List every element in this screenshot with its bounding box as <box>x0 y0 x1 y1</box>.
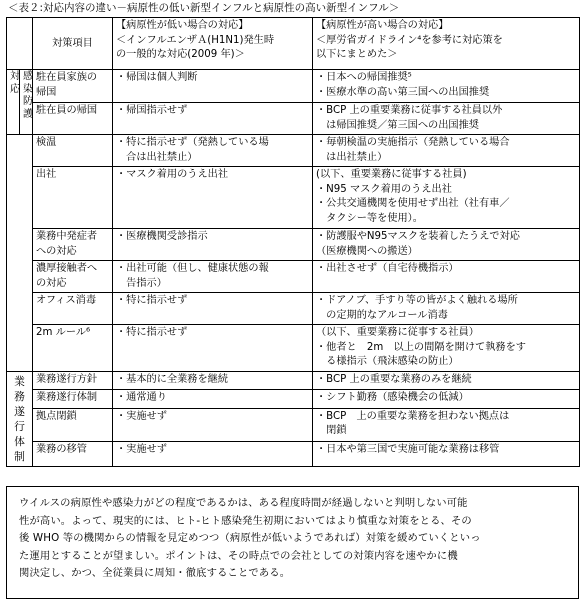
header-high-line: ＜厚労省ガイドライン⁴を参考に対応策を <box>316 34 503 46</box>
table-row <box>7 372 580 390</box>
row-item: 業務の移管 <box>33 441 113 466</box>
header-high-line: 以下にまとめた＞ <box>316 49 398 60</box>
row-low: ・帰国は個人判断 <box>113 70 313 103</box>
note-line: 性が高い。よって、現実的には、ヒト-ヒト感染発生初期においてはより慎重な対策をとる、その <box>19 514 472 527</box>
row-low: ・通常通り <box>113 390 313 408</box>
row-high: ・シフト勤務（感染機会の低減） <box>313 390 580 408</box>
header-blank-cell <box>7 18 33 70</box>
vertical-label: 業 務 遂 行 体 制 <box>14 375 25 463</box>
note-box <box>6 486 579 599</box>
row-high: ・毎朝検温の実施指示（発熱している場合 は出社禁止） <box>313 135 580 167</box>
table-row <box>7 167 580 229</box>
row-item: 業務中発症者 への対応 <box>33 229 113 261</box>
header-high-line: 【病原性が高い場合の対応】 <box>316 20 449 31</box>
header-low-line: 【病原性が低い場合の対応】 <box>116 20 249 31</box>
row-item: 出社 <box>33 167 113 229</box>
table-caption: ＜表２:対応内容の違い－病原性の低い新型インフルと病原性の高い新型インフル＞ <box>8 2 400 14</box>
row-item: オフィス消毒 <box>33 293 113 325</box>
row-high: ・BCP 上の重要業務に従事する社員以外 は帰国推奨／第三国への出国推奨 <box>313 103 580 135</box>
row-item: 駐在員家族の 帰国 <box>33 70 113 103</box>
table-row <box>7 408 580 441</box>
row-item: 検温 <box>33 135 113 167</box>
group-label-infection <box>20 70 33 135</box>
header-low <box>113 18 313 70</box>
row-low: ・実施せず <box>113 408 313 441</box>
comparison-table <box>6 17 580 467</box>
row-low: ・特に指示せず（発熱している場 合は出社禁止） <box>113 135 313 167</box>
row-high: ・日本や第三国で実施可能な業務は移管 <box>313 441 580 466</box>
note-line: ウイルスの病原性や感染力がどの程度であるかは、ある程度時間が経過しないと判明しない可能 <box>19 497 468 509</box>
header-high <box>313 18 580 70</box>
row-low: ・実施せず <box>113 441 313 466</box>
header-low-line: ＜インフルエンザＡ(H1N1)発生時 <box>116 34 275 46</box>
row-high: ・防護服やN95マスクを装着したうえで対応 （医療機関への搬送） <box>313 229 580 261</box>
row-high: ・BCP 上の重要な業務を担わない拠点は 閉鎖 <box>313 408 580 441</box>
note-line: 後 WHO 等の機関からの情報を見定めつつ（病原性が低いようであれば）対策を緩めていくといっ <box>19 532 481 544</box>
group-label-work <box>7 372 33 467</box>
row-low: ・マスク着用のうえ出社 <box>113 167 313 229</box>
table-row <box>7 441 580 466</box>
row-high: ・日本への帰国推奨⁵ ・医療水準の高い第三国への出国推奨 <box>313 70 580 103</box>
row-item: 2m ルール⁶ <box>33 325 113 372</box>
header-low-line: の一般的な対応(2009 年)＞ <box>116 49 245 60</box>
row-high: ・BCP 上の重要な業務のみを継続 <box>313 372 580 390</box>
row-high: (以下、重要業務に従事する社員) ・N95 マスク着用のうえ出社 ・公共交通機関を使用せず出社（社有車／ タクシー等を使用）。 <box>313 167 580 229</box>
table-row <box>7 135 580 167</box>
table-row <box>7 70 580 103</box>
vertical-label: 感 染 防 護 <box>23 71 33 120</box>
table-row <box>7 229 580 261</box>
row-item: 業務遂行方針 <box>33 372 113 390</box>
note-line: 関決定し、かつ、全従業員に周知・徹底することである。 <box>19 567 291 579</box>
row-low: ・特に指示せず <box>113 325 313 372</box>
table-row <box>7 325 580 372</box>
table-row <box>7 103 580 135</box>
table-row <box>7 293 580 325</box>
row-low: ・医療機関受診指示 <box>113 229 313 261</box>
row-low: ・基本的に全業務を継続 <box>113 372 313 390</box>
row-low: ・帰国指示せず <box>113 103 313 135</box>
row-item: 駐在員の帰国 <box>33 103 113 135</box>
header-item: 対策項目 <box>33 18 113 70</box>
row-high: （以下、重要業務に従事する社員） ・他者と 2m 以上の間隔を開けて執務をす る様指示（飛沫感染の防止） <box>313 325 580 372</box>
group-blank-cell <box>7 135 33 372</box>
row-low: ・特に指示せず <box>113 293 313 325</box>
vertical-label: 対 応 <box>10 71 20 95</box>
group-label-taiou <box>7 70 20 135</box>
note-line: た運用とすることが望ましい。ポイントは、その時点での会社としての対策内容を速やかに機 <box>19 549 458 562</box>
row-high: ・出社させず（自宅待機指示） <box>313 261 580 293</box>
table-row <box>7 390 580 408</box>
row-high: ・ドアノブ、手すり等の皆がよく触れる場所 の定期的なアルコール消毒 <box>313 293 580 325</box>
row-low: ・出社可能（但し、健康状態の報 告指示） <box>113 261 313 293</box>
row-item: 拠点閉鎖 <box>33 408 113 441</box>
table-row <box>7 261 580 293</box>
header-row <box>7 18 580 70</box>
row-item: 濃厚接触者へ の対応 <box>33 261 113 293</box>
row-item: 業務遂行体制 <box>33 390 113 408</box>
